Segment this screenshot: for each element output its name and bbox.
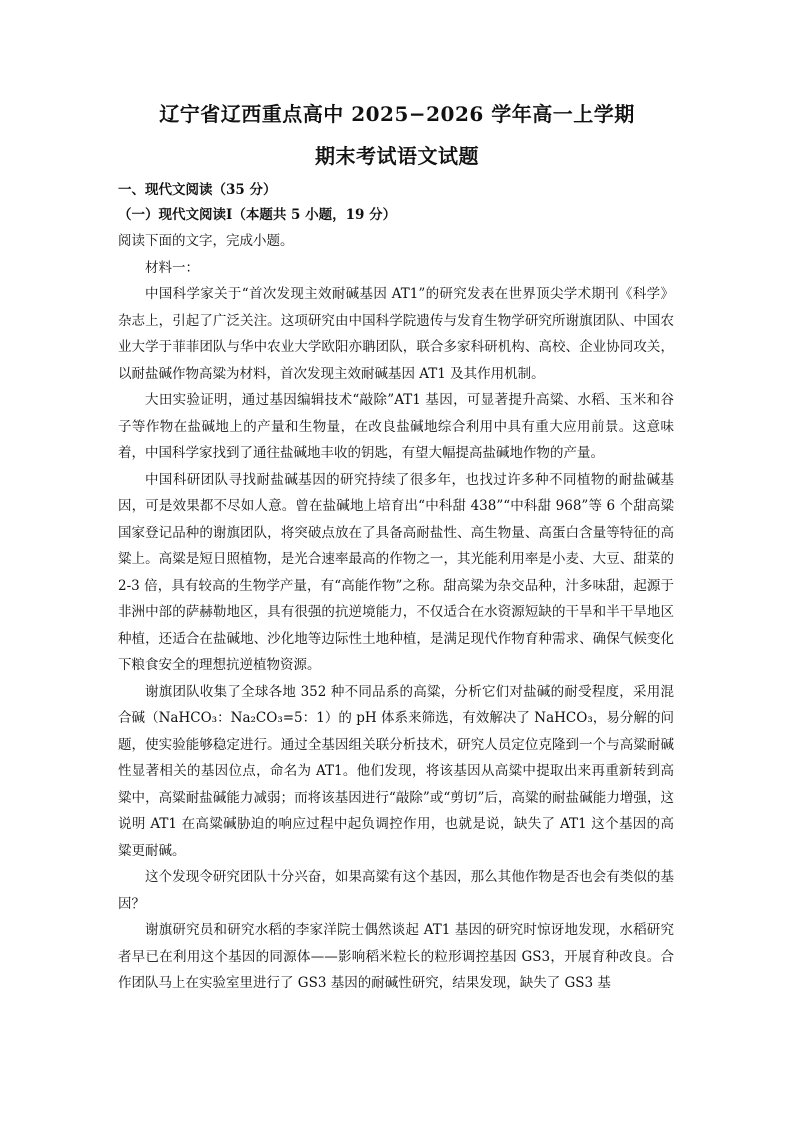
paragraph: 谢旗团队收集了全球各地 352 种不同品系的高粱，分析它们对盐碱的耐受程度，采用混合碱（NaHCO₃：Na₂CO₃=5：1）的 pH 体系来筛选，有效解决了 NaHCO₃，易分解的问题，使实验能够稳定进行。通过全基因组关联分析技术，研究人员定位克隆到一个与高粱耐碱性显著相关的基因位点，命名为 AT1。他们发现，将该基因从高粱中提取出来再重新转到高粱中，高粱耐盐碱能力减弱；而将该基因进行“敲除”或“剪切”后，高粱的耐盐碱能力增强，这说明 AT1 在高粱碱胁迫的响应过程中起负调控作用，也就是说，缺失了 AT1 这个基因的高粱更耐碱。 [118, 683, 674, 859]
document-body [118, 178, 674, 997]
material-label: 材料一： [145, 259, 199, 276]
section-heading: 一、现代文阅读（35 分） [118, 182, 277, 198]
paragraph: 中国科研团队寻找耐盐碱基因的研究持续了很多年，也找过许多种不同植物的耐盐碱基因，可是效果都不尽如人意。曾在盐碱地上培育出“中科甜 438”“中科甜 968”等 6 个甜高粱国家登记品种的谢旗团队，将突破点放在了具备高耐盐性、高生物量、高蛋白含量等特征的高粱上。高粱是短日照植物，是光合速率最高的作物之一，其光能利用率是小麦、大豆、甜菜的 2-3 倍，具有较高的生物学产量，有“高能作物”之称。甜高粱为杂交品种，汁多味甜，起源于非洲中部的萨赫勒地区，具有很强的抗逆境能力，不仅适合在水资源短缺的干旱和半干旱地区种植，还适合在盐碱地、沙化地等边际性土地种植，是满足现代作物育种需求、确保气候变化下粮食安全的理想抗逆植物资源。 [118, 471, 674, 673]
instruction-text: 阅读下面的文字，完成小题。 [118, 233, 294, 249]
paragraph: 谢旗研究员和研究水稻的李家洋院士偶然谈起 AT1 基因的研究时惊讶地发现，水稻研究者早已在利用这个基因的同源体——影响稻米粒长的粒形调控基因 GS3，开展育种改良。合作团队马上在实验室里进行了 GS3 基因的耐碱性研究，结果发现，缺失了 GS3 基 [118, 922, 674, 991]
paragraph: 中国科学家关于“首次发现主效耐碱基因 AT1”的研究发表在世界顶尖学术期刊《科学》杂志上，引起了广泛关注。这项研究由中国科学院遗传与发育生物学研究所谢旗团队、中国农业大学于菲菲团队与华中农业大学欧阳亦聃团队，联合多家科研机构、高校、企业协同攻关，以耐盐碱作物高粱为材料，首次发现主效耐碱基因 AT1 及其作用机制。 [118, 286, 674, 382]
paragraph: 大田实验证明，通过基因编辑技术“敲除”AT1 基因，可显著提升高粱、水稻、玉米和谷子等作物在盐碱地上的产量和生物量，在改良盐碱地综合利用中具有重大应用前景。这意味着，中国科学家找到了通往盐碱地丰收的钥匙，有望大幅提高盐碱地作物的产量。 [118, 392, 674, 461]
document-title-line1: 辽宁省辽西重点高中 2025−2026 学年高一上学期 [159, 102, 635, 126]
subsection-heading: （一）现代文阅读Ⅰ（本题共 5 小题，19 分） [118, 207, 397, 223]
paragraph: 这个发现令研究团队十分兴奋，如果高粱有这个基因，那么其他作物是否也会有类似的基因？ [118, 869, 674, 912]
document-title-line2: 期末考试语文试题 [315, 144, 479, 168]
